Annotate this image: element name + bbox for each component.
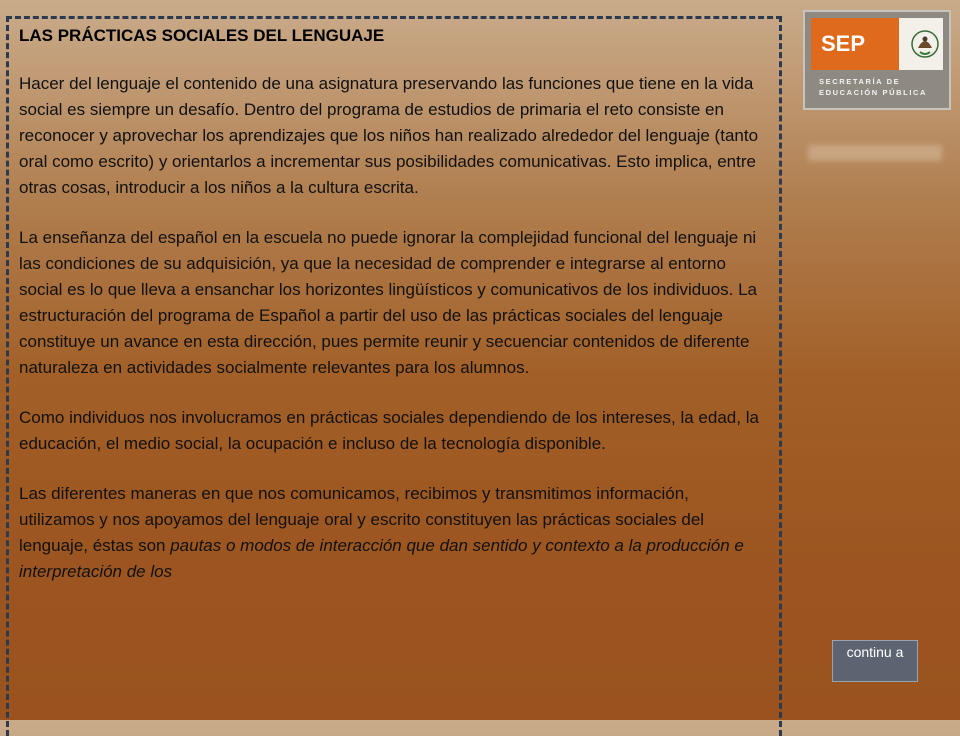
logo-reflection: [808, 145, 942, 161]
paragraph-3: Como individuos nos involucramos en prácticas sociales dependiendo de los intereses, la edad, la educación, el medio social, la ocupación e incluso de la tecnología disponible.: [19, 408, 759, 453]
logo-header: [811, 18, 943, 70]
content-panel: [6, 16, 782, 736]
paragraph-4-italic: pautas o modos de interacción que dan sentido y contexto a la producción e interpretación de los: [19, 536, 744, 581]
paragraph-4: [19, 481, 769, 585]
logo-line-1: SECRETARÍA DE: [819, 77, 901, 86]
continue-button[interactable]: continu a: [832, 640, 918, 682]
paragraph-1: Hacer del lenguaje el contenido de una asignatura preservando las funciones que tiene en la vida social es siempre un desafío. Dentro del programa de estudios de primaria el reto consiste en reconocer y aprovechar los aprendizajes que los niños han realizado alrededor del lenguaje (tanto oral como escrito) y orientarlos a incrementar sus posibilidades comunicativas. Esto implica, entre otras cosas, introducir a los niños a la cultura escrita.: [19, 74, 759, 197]
logo-line-2: EDUCACIÓN PÚBLICA: [819, 88, 928, 97]
mexico-seal-icon: [909, 22, 941, 66]
sep-logo: [803, 10, 951, 110]
paragraph-2: La enseñanza del español en la escuela no puede ignorar la complejidad funcional del lenguaje ni las condiciones de su adquisición, ya que la necesidad de comprender e integrarse al entorno social es lo que lleva a ensanchar los horizontes lingüísticos y comunicativos de los individuos. La estructuración del programa de Español a partir del uso de las prácticas sociales del lenguaje constituye un avance en esta dirección, pues permite reunir y secuenciar contenidos de diferente naturaleza en actividades socialmente relevantes para los alumnos.: [19, 228, 758, 377]
paragraph-4-text: Las diferentes maneras en que nos comunicamos, recibimos y transmitimos información, utilizamos y nos apoyamos del lenguaje oral y escrito constituyen las prácticas sociales del lenguaje, éstas son: [19, 484, 705, 555]
page-title: LAS PRÁCTICAS SOCIALES DEL LENGUAJE: [19, 26, 385, 45]
logo-text: [819, 76, 945, 98]
logo-acronym: SEP: [811, 18, 899, 70]
